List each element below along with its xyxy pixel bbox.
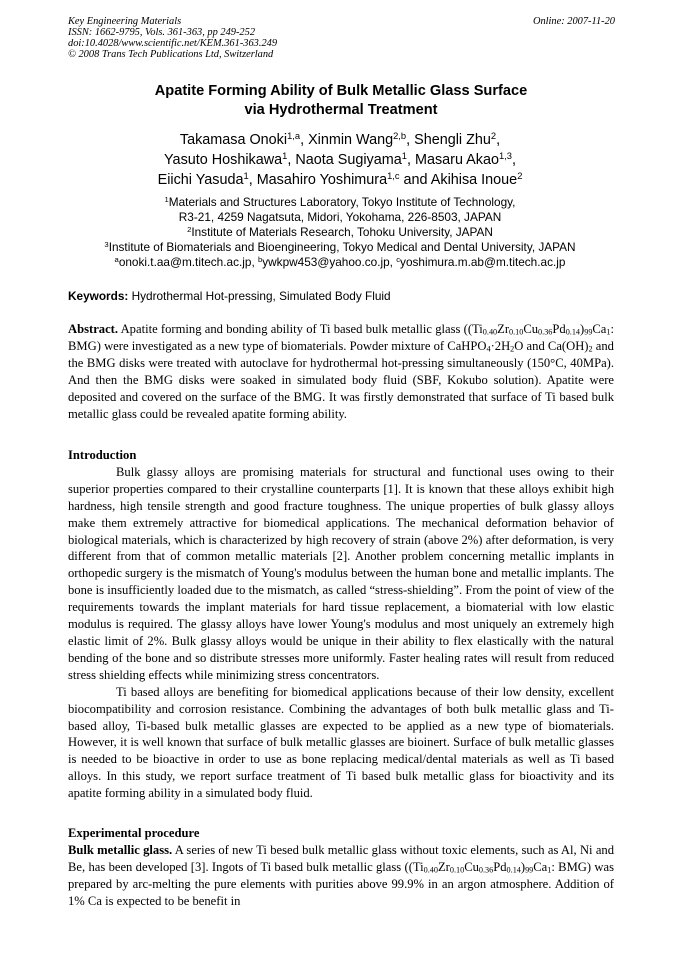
keywords: [68, 289, 391, 304]
subscript: 0.14: [506, 865, 521, 875]
exp-text: : BMG) was prepared by arc-melting the pure elements with purities above 99.9% in an argon atmosphere. Addition of 1% Ca is expected to be benefit in: [68, 859, 614, 908]
author-name: Naota Sugiyama: [295, 152, 402, 168]
affil-number: 1: [164, 194, 169, 204]
subscript: 4: [486, 344, 491, 354]
email-a[interactable]: onoki.t.aa@m.titech.ac.jp,: [118, 255, 258, 269]
author-affil: 1,a: [287, 130, 301, 141]
affiliation-2: [40, 225, 640, 240]
subscript: 99: [525, 865, 534, 875]
author-name: Takamasa Onoki: [179, 132, 288, 148]
affil-text: Institute of Materials Research, Tohoku University, JAPAN: [191, 225, 493, 239]
keywords-label: Keywords:: [68, 289, 129, 303]
author-name: Akihisa Inoue: [430, 172, 518, 188]
author-affil: 1: [401, 150, 407, 161]
affil-text: Materials and Structures Laboratory, Tokyo Institute of Technology,: [168, 195, 516, 209]
journal-name: Key Engineering Materials: [68, 16, 182, 27]
abstract-text: O and Ca(OH): [514, 338, 589, 353]
email-marker: a: [114, 254, 119, 264]
subscript: 0.40: [423, 865, 438, 875]
doi-line[interactable]: doi:10.4028/www.scientific.net/KEM.361-363.249: [68, 38, 278, 49]
exp-text: Ca: [533, 859, 548, 874]
paper-title: [68, 82, 614, 120]
subscript: 0.10: [449, 865, 465, 875]
subscript: 2: [588, 344, 593, 354]
journal-header: [68, 16, 277, 60]
copyright-line: © 2008 Trans Tech Publications Ltd, Switzerland: [68, 49, 274, 60]
exp-text: A series of new Ti besed bulk metallic glass without toxic elements, such as Al, Ni and Be, has been developed [3]. Ingots of Ti based bulk metallic glass ((Ti: [68, 842, 615, 874]
email-c[interactable]: yoshimura.m.ab@m.titech.ac.jp: [400, 255, 566, 269]
subscript: 1: [547, 865, 552, 875]
author-name: Yasuto Hoshikawa: [164, 152, 283, 168]
affiliation-1-address: R3-21, 4259 Nagatsuta, Midori, Yokohama, 226-8503, JAPAN: [178, 210, 502, 224]
affil-number: 2: [187, 224, 192, 234]
affil-number: 3: [104, 239, 109, 249]
exp-text: ): [520, 859, 526, 874]
subscript: 2: [510, 344, 515, 354]
abstract-paragraph: [68, 321, 614, 422]
exp-text: Zr: [437, 859, 450, 874]
email-line: [40, 255, 640, 270]
author-name: Xinmin Wang: [308, 132, 394, 148]
keywords-text: Hydrothermal Hot-pressing, Simulated Body Fluid: [128, 289, 391, 303]
affiliations: [40, 195, 640, 270]
author-name: Eiichi Yasuda: [157, 172, 244, 188]
author-name: Masaru Akao: [414, 152, 499, 168]
author-affil: 2: [490, 130, 497, 141]
author-line-1: Takamasa Onoki$^{1,a}$, Xinmin Wang$^{2,b}$, Shengli Zhu$^2$,: [179, 130, 501, 148]
affiliation-1: [40, 195, 640, 210]
experimental-paragraph: [68, 842, 614, 910]
author-affil: 2: [517, 170, 523, 181]
section-heading-experimental: Experimental procedure: [68, 826, 200, 840]
email-b[interactable]: ywkpw453@yahoo.co.jp,: [262, 255, 397, 269]
abstract-text: Zr: [497, 322, 510, 336]
abstract-text: Cu: [523, 322, 539, 336]
author-affil: 1: [282, 150, 288, 161]
abstract: [68, 321, 614, 422]
author-name: Shengli Zhu: [414, 132, 491, 148]
exp-text: Cu: [464, 859, 479, 874]
abstract-text: and the BMG disks were treated with autoclave for hydrothermal hot-pressing simultaneously (150°C, 40MPa). And then the BMG disks were soaked in simulated body fluid (SBF, Kokubo solution). Apatite were deposited and covered on the surface of the BMG. It was firstly demonstrated that surface of Ti based bulk metallic glass could be revealed apatite forming ability.: [68, 338, 614, 421]
author-affil: 1,c: [387, 170, 400, 181]
abstract-text: ): [580, 322, 585, 336]
abstract-text: Apatite forming and bonding ability of Ti based bulk metallic glass ((Ti: [118, 322, 483, 336]
author-name: Masahiro Yoshimura: [256, 172, 388, 188]
author-affil: 2,b: [393, 130, 407, 141]
introduction-section: [68, 447, 614, 802]
abstract-text: Ca: [592, 322, 607, 336]
online-date: Online: 2007-11-20: [532, 16, 615, 27]
author-affil: 1: [243, 170, 249, 181]
intro-paragraph-2: Ti based alloys are benefiting for biomedical applications because of their low density, excellent biocompatibility and corrosion resistance. Combining the advantages of both bulk metallic glass and Ti-based alloy, Ti-based bulk metallic glasses are expected to be applied as a new type of biomaterials. However, it is well known that surface of bulk metallic glasses are bioinert. Surface of bulk metallic glasses is needed to be bioactive in order to use as bone replacing medical/dental materials as well as Ti based alloys. In this study, we report surface treatment of Ti based bulk metallic glass for bioactivity and its apatite forming ability in a simulated body fluid.: [68, 684, 614, 801]
author-conjunction: and: [403, 172, 428, 188]
experimental-section: [68, 825, 614, 910]
author-affil: 1,3: [498, 150, 512, 161]
subscript: 0.36: [538, 327, 553, 337]
intro-paragraph-1: Bulk glassy alloys are promising materials for structural and functional uses owing to their superior properties compared to their crystalline counterparts [1]. It is known that these alloys exhibit high hardness, high tensile strength and good fracture toughness. The unique properties of bulk glassy alloys make them extremely attractive for biomedical applications. The mechanical deformation behavior of biological materials, which is characterized by high recovery of strain (above 2%) after deformation, is very different from that of common metallic materials [2]. Another problem concerning metallic implants in orthopedic surgery is the mismatch of Young's modulus between the human bone and metallic implants. The bone is insufficiently loaded due to the mismatch, as called “stress-shielding”. From the point of view of the requirements towards the implant materials for hard tissue replacement, a biomaterial with low elastic modulus is required. The glassy alloys have lower Young's modulus and most uniquely an extremely high elastic limit of 2%. Bulk glassy alloys would be unique in their ability to flex elastically with the natural bending of the bone and so distribute stresses more uniformly. Faster healing rates will result from reduced stress shielding effects while minimizing stress concentrators.: [68, 464, 614, 682]
abstract-text: Pd: [552, 322, 566, 336]
abstract-text: ·2H: [490, 338, 511, 353]
title-line-1: Apatite Forming Ability of Bulk Metallic Glass Surface: [154, 83, 528, 99]
subsection-heading-bmg: Bulk metallic glass.: [68, 842, 173, 857]
subscript: 0.10: [509, 327, 524, 337]
title-line-2: via Hydrothermal Treatment: [244, 102, 438, 118]
subscript: 99: [584, 327, 593, 337]
affil-text: Institute of Biomaterials and Bioengineering, Tokyo Medical and Dental University, JAPAN: [108, 240, 576, 254]
email-marker: b: [258, 254, 263, 264]
subscript: 1: [606, 327, 611, 337]
issn-line: ISSN: 1662-9795, Vols. 361-363, pp 249-252: [68, 27, 256, 38]
subscript: 0.14: [565, 327, 581, 337]
exp-text: Pd: [493, 859, 507, 874]
author-line-2: Yasuto Hoshikawa$^1$, Naota Sugiyama$^1$, Masaru Akao$^{1,3}$,: [164, 150, 516, 168]
affiliation-3: [40, 240, 640, 255]
subscript: 0.40: [482, 327, 498, 337]
author-list: [40, 130, 640, 190]
author-line-3: Eiichi Yasuda$^1$, Masahiro Yoshimura$^{1,c}$ and Akihisa Inoue$^2$: [157, 170, 523, 188]
subscript: 0.36: [478, 865, 494, 875]
abstract-label: Abstract.: [68, 322, 119, 336]
email-marker: c: [396, 254, 401, 264]
section-heading-introduction: Introduction: [68, 448, 137, 462]
abstract-text: : BMG) were investigated as a new type of biomaterials. Powder mixture of CaHPO: [68, 322, 614, 353]
